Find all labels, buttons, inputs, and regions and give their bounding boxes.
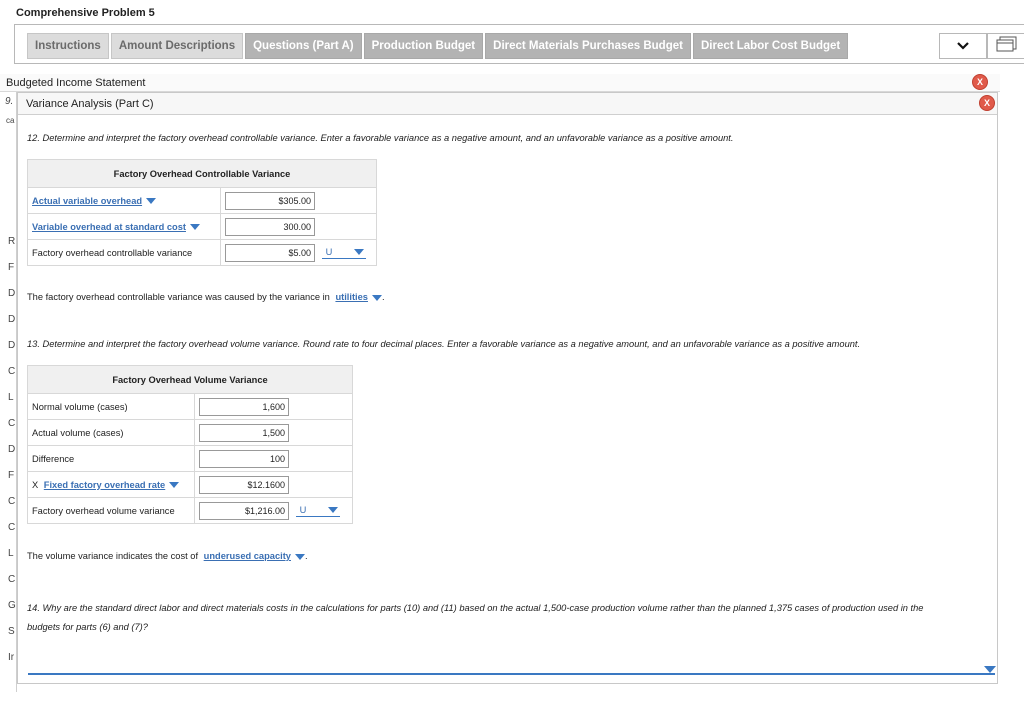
actual-volume-input[interactable]: 1,500 <box>199 424 289 442</box>
variance-cause-select[interactable]: utilities <box>335 292 382 302</box>
tab-amount-descriptions[interactable]: Amount Descriptions <box>111 33 243 59</box>
row-label: Normal volume (cases) <box>28 394 195 420</box>
question-12: 12. Determine and interpret the factory overhead controllable variance. Enter a favorable variance as a negative amount, and an unfavorable variance as a positive amount. <box>27 133 734 143</box>
table-row <box>28 188 377 214</box>
controllable-variance-table <box>27 159 377 266</box>
controllable-variance-sentence: The factory overhead controllable variance was caused by the variance in utilities . <box>27 292 385 302</box>
table-title: Factory Overhead Controllable Variance <box>28 160 377 188</box>
multiply-sign: X <box>32 479 39 490</box>
fixed-overhead-rate-input[interactable]: $12.1600 <box>199 476 289 494</box>
side-letter: D <box>8 444 16 455</box>
dropdown-arrow-icon <box>190 224 200 230</box>
row-label: Actual volume (cases) <box>28 420 195 446</box>
dropdown-arrow-icon <box>146 198 156 204</box>
side-letter: L <box>8 392 14 403</box>
close-variance-panel-button[interactable] <box>979 95 995 111</box>
table-row <box>28 214 377 240</box>
side-letter: C <box>8 522 16 533</box>
close-icon: X <box>976 77 983 87</box>
dropdown-arrow-icon <box>295 554 305 560</box>
side-letter: C <box>8 496 16 507</box>
side-letter: C <box>8 366 16 377</box>
tab-bar <box>14 24 1024 64</box>
tab-list <box>27 33 848 59</box>
close-icon: X <box>983 98 990 108</box>
dropdown-arrow-icon <box>169 482 179 488</box>
close-background-panel-button[interactable] <box>972 74 988 90</box>
background-panel-title: Budgeted Income Statement <box>0 74 1000 92</box>
volume-variance-input[interactable]: $1,216.00 <box>199 502 289 520</box>
side-letter: L <box>8 548 14 559</box>
variable-overhead-standard-select[interactable]: Variable overhead at standard cost <box>32 222 200 232</box>
difference-input[interactable]: 100 <box>199 450 289 468</box>
side-letter: D <box>8 340 16 351</box>
row-label: Factory overhead volume variance <box>28 498 195 524</box>
table-row <box>28 420 353 446</box>
table-row <box>28 472 353 498</box>
table-row <box>28 498 353 524</box>
volume-variance-cost-select[interactable]: underused capacity <box>204 551 305 561</box>
actual-variable-overhead-input[interactable]: $305.00 <box>225 192 315 210</box>
side-letter: R <box>8 236 16 247</box>
more-tabs-dropdown[interactable] <box>939 33 987 59</box>
row-label: Factory overhead controllable variance <box>28 240 221 266</box>
actual-variable-overhead-select[interactable]: Actual variable overhead <box>32 196 156 206</box>
question-14: 14. Why are the standard direct labor and direct materials costs in the calculations for parts (10) and (11) based on the actual 1,500-case production volume rather than the planned 1,375 cases of production used in the budgets for parts (6) and (7)? <box>27 603 924 632</box>
side-letter: S <box>8 626 15 637</box>
controllable-variance-input[interactable]: $5.00 <box>225 244 315 262</box>
volume-variance-table <box>27 365 353 524</box>
volume-variance-sentence: The volume variance indicates the cost of underused capacity . <box>27 551 308 561</box>
controllable-variance-flag-select[interactable]: U <box>322 247 367 259</box>
side-letter: F <box>8 262 15 273</box>
side-letter: D <box>8 314 16 325</box>
table-title: Factory Overhead Volume Variance <box>28 366 353 394</box>
dropdown-arrow-icon <box>328 507 338 513</box>
table-row <box>28 394 353 420</box>
side-letter: Ir <box>8 652 15 663</box>
dropdown-arrow-icon <box>372 295 382 301</box>
variable-overhead-standard-input[interactable]: 300.00 <box>225 218 315 236</box>
tab-direct-materials-purchases-budget[interactable]: Direct Materials Purchases Budget <box>485 33 691 59</box>
table-row <box>28 446 353 472</box>
answer-dropdown-arrow-icon[interactable] <box>984 666 996 673</box>
side-letter: ca <box>6 116 15 125</box>
side-letter: C <box>8 574 16 585</box>
tab-questions-part-a[interactable]: Questions (Part A) <box>245 33 362 59</box>
question-13: 13. Determine and interpret the factory overhead volume variance. Round rate to four decimal places. Enter a favorable variance as a negative amount, and an unfavorable variance as a positive amount. <box>27 339 861 349</box>
side-letter: D <box>8 288 16 299</box>
tab-production-budget[interactable]: Production Budget <box>364 33 484 59</box>
answer-dropdown-underline[interactable] <box>28 673 995 675</box>
fixed-overhead-rate-select[interactable]: Fixed factory overhead rate <box>44 480 179 490</box>
table-row <box>28 240 377 266</box>
side-letter: F <box>8 470 15 481</box>
tab-direct-labor-cost-budget[interactable]: Direct Labor Cost Budget <box>693 33 848 59</box>
variance-analysis-panel <box>17 92 998 684</box>
tab-instructions[interactable]: Instructions <box>27 33 109 59</box>
window-icon <box>996 36 1018 57</box>
side-letter: G <box>8 600 16 611</box>
background-panel-strip <box>0 92 17 692</box>
side-letter: C <box>8 418 16 429</box>
row-label: Difference <box>28 446 195 472</box>
volume-variance-flag-select[interactable]: U <box>296 505 341 517</box>
chevron-down-icon <box>957 37 969 55</box>
normal-volume-input[interactable]: 1,600 <box>199 398 289 416</box>
front-panel-title: Variance Analysis (Part C) <box>18 93 997 115</box>
side-letter: 9. <box>5 96 14 107</box>
dropdown-arrow-icon <box>354 249 364 255</box>
app-title: Comprehensive Problem 5 <box>16 7 155 19</box>
window-toggle-button[interactable] <box>987 33 1024 59</box>
